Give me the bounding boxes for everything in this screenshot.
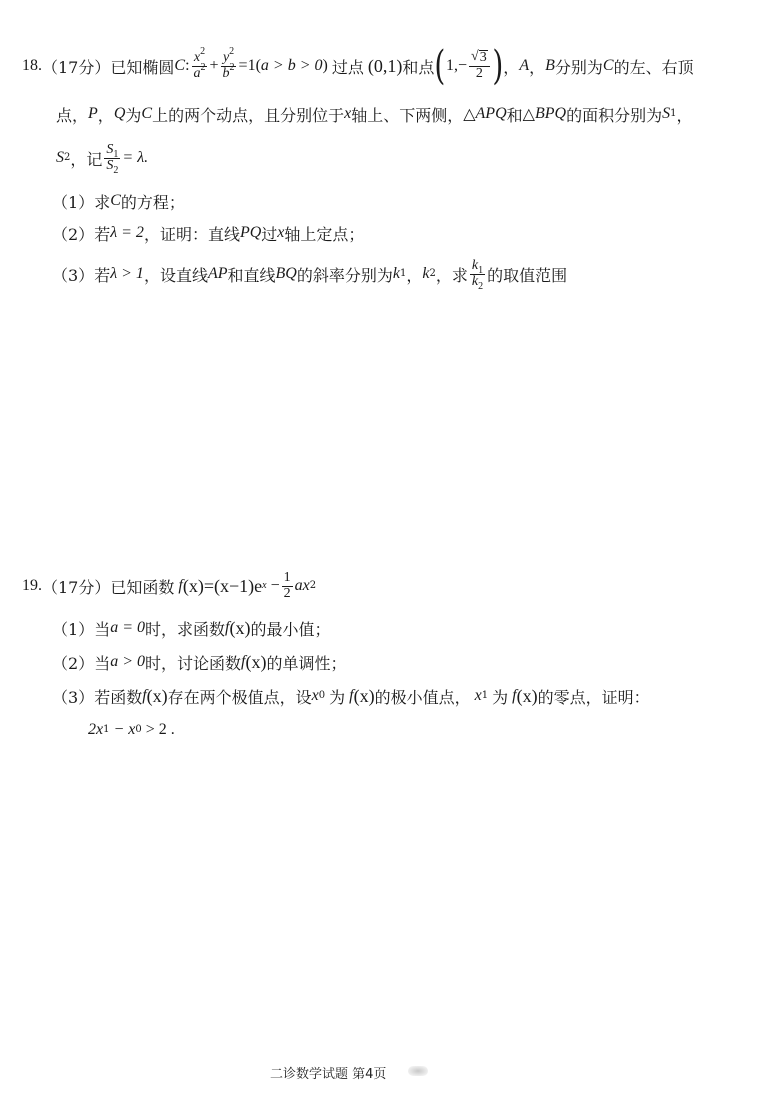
q18-ratio-bot: S (106, 157, 114, 173)
q18-sub2-d: 轴上定点； (284, 224, 365, 244)
q18-BPQ: BPQ (534, 105, 567, 122)
q18-sub3-b: ，设直线 (143, 265, 208, 285)
q18-comma3: ， (97, 105, 114, 125)
q18-sub3-e: ，求 (435, 265, 468, 285)
q18-colon: : (185, 57, 190, 74)
q18-slope-bot-sub: 2 (478, 280, 484, 292)
q18-line2-C: C (141, 105, 153, 122)
q19-sub3-arg3: (x) (516, 685, 538, 706)
q19-sub3-arg: (x) (146, 685, 168, 706)
q18-line2-end: ， (676, 105, 693, 125)
q18-sub2 (52, 222, 364, 244)
q18-line2-e: 的面积分别为 (566, 105, 663, 125)
q18-plus: + (209, 57, 219, 74)
q18-and-point: 和点 (402, 57, 435, 77)
q19-intro: 已知函数 (110, 577, 175, 597)
q19-sub3-arg2: (x) (353, 685, 375, 706)
q19-sub2-expr: a > 0 (110, 653, 145, 670)
q19-sub2-a: 当 (94, 653, 111, 673)
q18-sub3-k2: k (422, 265, 430, 282)
q18-sqrt-arg: 3 (479, 50, 487, 66)
q18-ab-tail: 的左、右顶 (613, 57, 694, 77)
q19-sub1-a: 当 (94, 619, 111, 639)
q19-half-top: 1 (283, 569, 291, 585)
q19-sub3: （3） 若函数 f (x) 存在两个极值点，设 x 0 为 f (x) 的极小值点， x 1 为 f (x) 的零点，证明： (52, 685, 650, 707)
q18-line2-c: 上的两个动点，且分别位于 (152, 105, 345, 125)
q19-sub3-f3: f (512, 687, 517, 704)
q18-paren-right: ) (492, 43, 503, 89)
q18-frac-x: $\frac{x^2}{a^2}$ (193, 45, 206, 81)
q18-Q: Q (113, 105, 126, 122)
q19-sub3-f: f (142, 687, 147, 704)
q18-sub3-BQ: BQ (275, 265, 297, 282)
q18-ratio-frac (104, 141, 120, 176)
q18-S1: S (662, 105, 671, 122)
q18-B: B (545, 57, 555, 74)
q18-sub3-k1: k (392, 265, 400, 282)
q19-minus: − (270, 577, 280, 594)
q19-sub1-label: （1） (52, 619, 95, 639)
q18-line3: S 2 ，记 $\frac{S_1}{S_2}$ = λ. (56, 141, 149, 176)
q19-proof-line: 2x 1 − x 0 > 2 . (88, 721, 175, 738)
q18-eq-cond: a > b > 0 (260, 57, 323, 74)
q19-proof-2x: 2x (88, 721, 104, 738)
q19-sub1-expr: a = 0 (110, 619, 145, 636)
q18-ab-C: C (602, 57, 614, 74)
q18-paren-left: ( (434, 43, 446, 89)
q18-eq-lambda: = λ. (122, 149, 149, 166)
q18-sub2-b: ，证明：直线 (143, 224, 240, 244)
q18-frac-y-den: b (222, 65, 230, 81)
q18-sub2-expr: λ = 2 (110, 224, 144, 241)
q18-tri1: △ (463, 106, 476, 123)
q18-sub3-comma: ， (406, 265, 423, 285)
q18-p2-frac (469, 50, 490, 81)
q18-intro: 已知椭圆 (110, 57, 175, 77)
q18-number: 18. (22, 57, 42, 74)
q18-and1: 和 (506, 105, 523, 125)
q18-sub1-b: 的方程； (120, 192, 185, 212)
q18-sub1-a: 求 (94, 192, 111, 212)
q19-sub3-e: 为 (492, 687, 509, 707)
q18-sub2-label: （2） (52, 224, 95, 244)
q18-line2-x: x (344, 105, 352, 122)
q18-p2-one: 1,− (445, 57, 467, 74)
q19-number: 19. (22, 577, 42, 594)
q18-line2-a: 点， (56, 105, 89, 125)
q19-sub2-b: 时，讨论函数 (145, 653, 242, 673)
q18-sub2-a: 若 (94, 224, 111, 244)
q18-sub1-label: （1） (52, 192, 95, 212)
q19-half (282, 571, 293, 601)
q18-point1: (0,1) (367, 55, 403, 76)
q18-slope-bot: k (471, 273, 479, 289)
q19-sub3-b: 存在两个极值点，设 (167, 687, 312, 707)
q18-sub2-c: 过 (261, 224, 278, 244)
q18-slope-top: k (471, 257, 479, 273)
q18-frac-y: $\frac{y^2}{b^2}$ (222, 45, 235, 81)
q19-sub1 (52, 616, 330, 640)
q18-S2: S (56, 149, 64, 166)
q19-sub2 (52, 650, 346, 674)
q19-half-bot: 2 (283, 585, 291, 601)
q18-eq-rhs: =1( (238, 57, 261, 74)
q18-APQ: APQ (475, 105, 507, 122)
q18-sub3: （3） 若 λ > 1 ，设直线 AP 和直线 BQ 的斜率分别为 k 1 ， k 2 ，求 $\frac{k_1}{k_2}$ 的取值范围 (52, 257, 568, 292)
q18-slope-top-sub: 1 (478, 264, 484, 276)
q19-line1: 19. （17分） 已知函数 f (x) =(x−1)e x − $\frac{1}{2}$ ax 2 (22, 569, 317, 601)
q18-p2-den: 2 (475, 66, 483, 81)
q18-line3-a: ，记 (70, 149, 103, 169)
q18-ratio-top-sub: 1 (113, 148, 119, 160)
q18-eq-close: ) (322, 57, 328, 74)
q18-P: P (88, 105, 98, 122)
q18-sub3-c: 和直线 (227, 265, 276, 285)
q19-eq: =(x−1)e (203, 575, 263, 596)
q18-ratio-top: S (106, 141, 114, 157)
q18-sub3-label: （3） (52, 265, 95, 285)
q18-sub1 (52, 190, 185, 212)
q19-sub1-arg: (x) (229, 617, 251, 638)
q18-slope-frac (470, 257, 485, 292)
q19-sub1-c: 的最小值； (250, 619, 331, 639)
q19-sub3-g: 的零点，证明： (537, 687, 650, 707)
q18-line2-d: 轴上、下两侧， (351, 105, 464, 125)
q18-line2: 点， P ， Q 为 C 上的两个动点，且分别位于 x 轴上、下两侧， △ APQ 和 △ BPQ 的面积分别为 S 1 ， (56, 102, 692, 126)
q19-sub1-f: f (225, 619, 230, 636)
q19-ax: ax (294, 577, 310, 594)
q18-sub2-x: x (277, 224, 285, 241)
q18-comma2: ， (529, 57, 546, 77)
q18-sub3-d: 的斜率分别为 (296, 265, 393, 285)
q18-ab-desc: 分别为 (554, 57, 603, 77)
q18-ratio-bot-sub: 2 (113, 164, 119, 176)
q18-A: A (519, 57, 530, 74)
q19-proof-tail: > 2 . (141, 721, 175, 738)
q19-sub3-x1: x (474, 687, 482, 704)
scan-smudge (408, 1066, 428, 1076)
q19-sub3-c: 为 (329, 687, 346, 707)
q18-sub3-f: 的取值范围 (487, 265, 568, 285)
q18-sqrt: √ 3 (471, 49, 487, 66)
q18-sub2-PQ: PQ (239, 224, 262, 241)
q19-sub3-d: 的极小值点， (374, 687, 471, 707)
q18-tri2: △ (522, 106, 535, 123)
q18-pass-point: 过点 (331, 57, 364, 77)
q19-proof-minus: − x (109, 721, 136, 738)
q18-frac-x-den: a (193, 65, 201, 81)
q19-sub3-a: 若函数 (94, 687, 143, 707)
q19-sub2-c: 的单调性； (266, 653, 347, 673)
q19-sub1-b: 时，求函数 (145, 619, 226, 639)
q18-sub3-a: 若 (94, 265, 111, 285)
q19-sub3-x0: x (311, 687, 319, 704)
q19-fx: f (178, 577, 183, 594)
q18-sub3-expr: λ > 1 (110, 265, 144, 282)
q18-frac-x-num: x (193, 49, 201, 65)
q19-sub2-arg: (x) (245, 651, 267, 672)
page-footer: 二诊数学试题 第4页 (270, 1067, 387, 1082)
q19-fx-arg: (x) (182, 575, 204, 596)
q19-sub3-f2: f (349, 687, 354, 704)
q18-line2-b: 为 (125, 105, 142, 125)
q18-sub3-AP: AP (207, 265, 228, 282)
q19-sub2-label: （2） (52, 653, 95, 673)
q18-frac-y-num: y (222, 49, 230, 65)
q18-line1 (22, 44, 694, 88)
q19-sub3-label: （3） (52, 687, 95, 707)
q19-sub2-f: f (241, 653, 246, 670)
q19-points: （17分） (42, 577, 111, 597)
q18-sub1-C: C (110, 192, 121, 209)
q18-comma1: ， (503, 57, 520, 77)
q18-points: （17分） (42, 57, 111, 77)
q18-ellipse-name: C (174, 57, 186, 74)
